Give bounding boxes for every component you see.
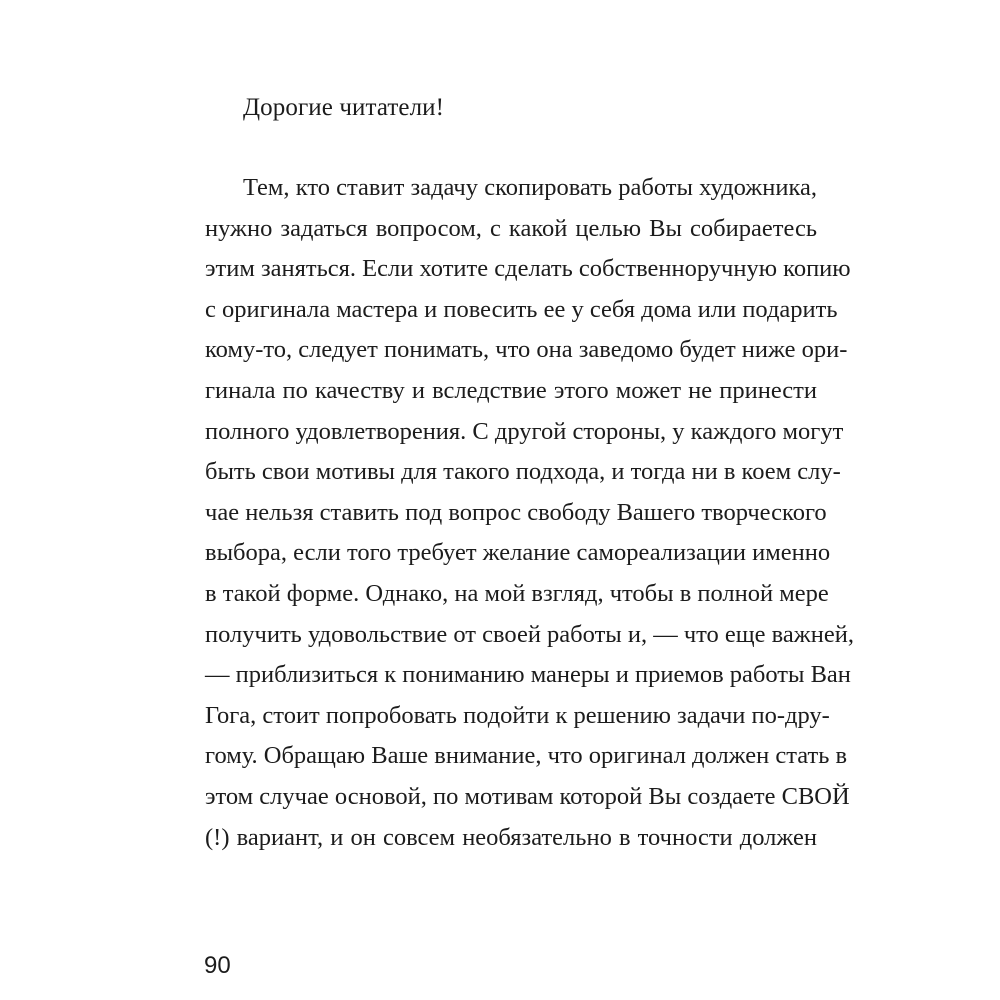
text-line: (!) вариант, и он совсем необязательно в точности должен [205,823,817,851]
text-line: гинала по качеству и вследствие этого может не принести [205,376,817,404]
text-line: полного удовлетворения. С другой стороны, у каждого могут [205,417,844,445]
text-line: чае нельзя ставить под вопрос свободу Вашего творческого [205,498,827,526]
text-line: гому. Обращаю Ваше внимание, что оригинал должен стать в [205,742,848,770]
body-paragraph [205,168,854,858]
text-line: этом случае основой, по мотивам которой Вы создаете СВОЙ [205,782,850,810]
page-number: 90 [204,952,231,979]
text-line: нужно задаться вопросом, с какой целью Вы собираетесь [205,214,817,242]
text-line: получить удовольствие от своей работы и, — что еще важней, [205,620,854,648]
text-line: в такой форме. Однако, на мой взгляд, чтобы в полной мере [205,579,829,607]
text-line: Гога, стоит попробовать подойти к решению задачи по-дру- [205,701,830,729]
greeting-heading: Дорогие читатели! [243,94,445,121]
text-line: этим заняться. Если хотите сделать собственноручную копию [205,255,851,283]
text-line: выбора, если того требует желание самореализации именно [205,539,831,567]
text-line: Тем, кто ставит задачу скопировать работы художника, [243,174,817,201]
text-line: быть свои мотивы для такого подхода, и тогда ни в коем слу- [205,458,841,486]
text-line: — приблизиться к пониманию манеры и приемов работы Ван [205,661,851,689]
text-line: с оригинала мастера и повесить ее у себя дома или подарить [205,295,838,323]
text-line: кому-то, следует понимать, что она заведомо будет ниже ори- [205,336,848,364]
